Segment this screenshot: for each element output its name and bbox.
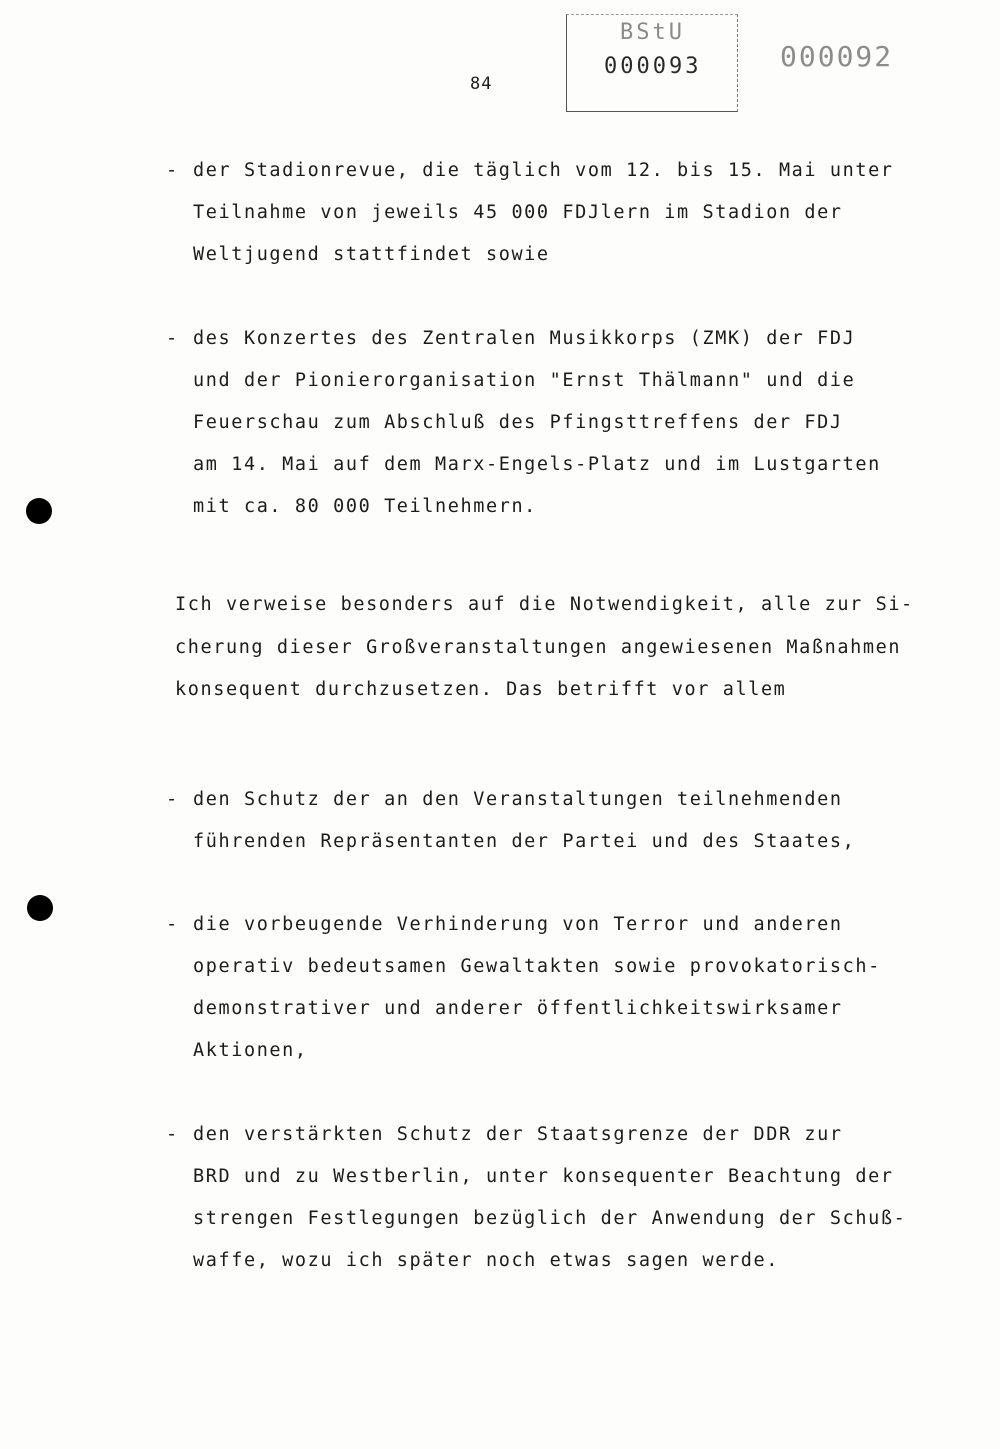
item-line: Weltjugend stattfindet sowie (193, 244, 550, 265)
item-line: operativ bedeutsamen Gewaltakten sowie provokatorisch- (193, 956, 881, 977)
page-number: 84 (470, 74, 493, 94)
item-line: den verstärkten Schutz der Staatsgrenze der DDR zur (193, 1124, 843, 1145)
item-line: den Schutz der an den Veranstaltungen teilnehmenden (193, 789, 843, 810)
list-bullet: - (166, 789, 178, 810)
paragraph-line: Ich verweise besonders auf die Notwendigkeit, alle zur Si- (175, 594, 914, 615)
item-line: Teilnahme von jeweils 45 000 FDJlern im Stadion der (193, 202, 843, 223)
archive-page-number: 000092 (780, 40, 894, 73)
stamp-number: 000093 (604, 54, 702, 79)
stamp-label: BStU (620, 20, 685, 45)
item-line: strengen Festlegungen bezüglich der Anwendung der Schuß- (193, 1208, 907, 1229)
paragraph-line: konsequent durchzusetzen. Das betrifft vor allem (175, 679, 787, 700)
item-line: die vorbeugende Verhinderung von Terror und anderen (193, 914, 843, 935)
punch-hole (26, 498, 52, 524)
item-line: mit ca. 80 000 Teilnehmern. (193, 496, 537, 517)
item-line: der Stadionrevue, die täglich vom 12. bis 15. Mai unter (193, 160, 894, 181)
item-line: waffe, wozu ich später noch etwas sagen werde. (193, 1250, 779, 1271)
list-bullet: - (166, 328, 178, 349)
list-bullet: - (166, 914, 178, 935)
item-line: und der Pionierorganisation "Ernst Thälmann" und die (193, 370, 856, 391)
item-line: Aktionen, (193, 1040, 308, 1061)
item-line: BRD und zu Westberlin, unter konsequenter Beachtung der (193, 1166, 894, 1187)
item-line: Feuerschau zum Abschluß des Pfingsttreffens der FDJ (193, 412, 843, 433)
list-bullet: - (166, 160, 178, 181)
item-line: demonstrativer und anderer öffentlichkeitswirksamer (193, 998, 843, 1019)
item-line: des Konzertes des Zentralen Musikkorps (ZMK) der FDJ (193, 328, 856, 349)
list-bullet: - (166, 1124, 178, 1145)
item-line: führenden Repräsentanten der Partei und des Staates, (193, 831, 856, 852)
paragraph-line: cherung dieser Großveranstaltungen angewiesenen Maßnahmen (175, 637, 902, 658)
punch-hole (27, 895, 53, 921)
item-line: am 14. Mai auf dem Marx-Engels-Platz und im Lustgarten (193, 454, 881, 475)
